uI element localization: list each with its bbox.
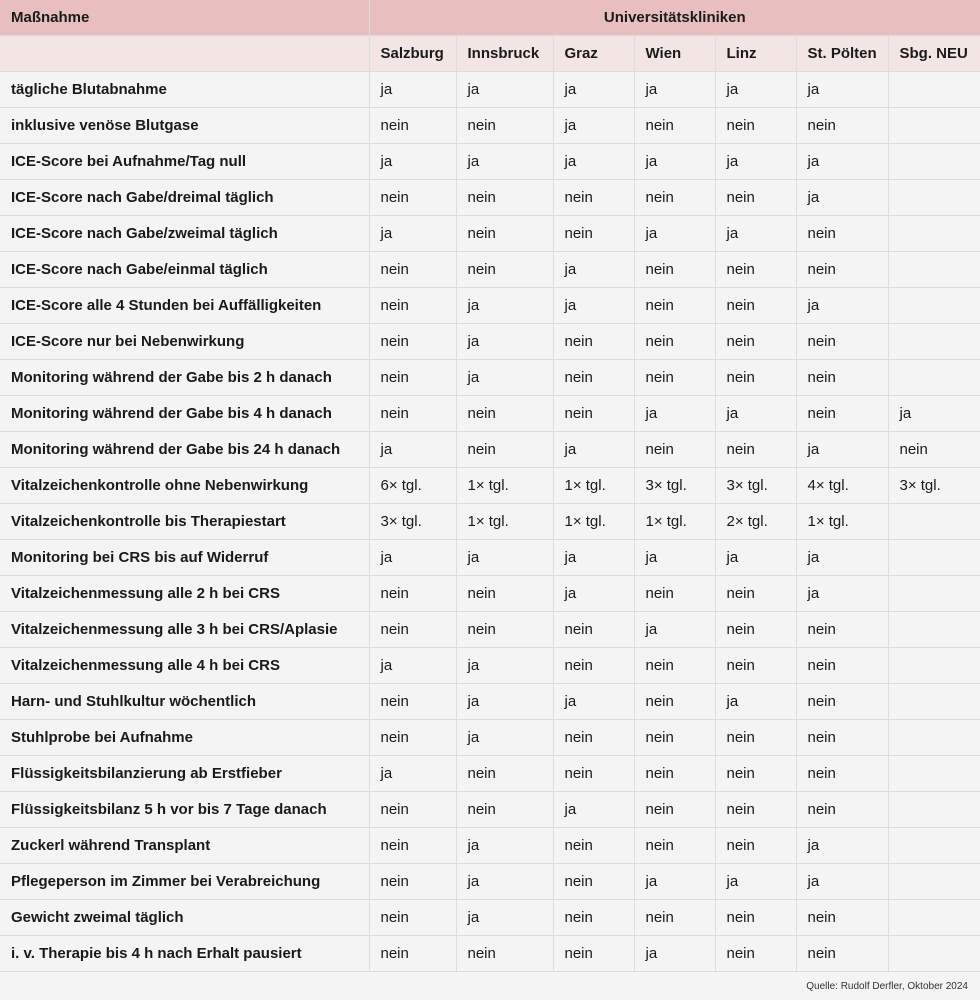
table-cell	[888, 900, 980, 936]
table-cell: ja	[456, 900, 553, 936]
table-cell: nein	[715, 720, 796, 756]
table-row	[0, 756, 980, 792]
table-cell: nein	[369, 900, 456, 936]
table-cell: nein	[796, 216, 888, 252]
table-cell: nein	[715, 360, 796, 396]
table-cell: nein	[796, 756, 888, 792]
column-header-massnahme: Maßnahme	[0, 0, 369, 36]
clinic-header: Graz	[553, 36, 634, 72]
row-label: Vitalzeichenkontrolle ohne Nebenwirkung	[0, 468, 369, 504]
table-cell: ja	[553, 792, 634, 828]
table-cell: ja	[456, 540, 553, 576]
table-row	[0, 864, 980, 900]
table-row	[0, 252, 980, 288]
table-cell: nein	[456, 396, 553, 432]
table-cell: nein	[715, 432, 796, 468]
table-cell: 3× tgl.	[888, 468, 980, 504]
table-cell: nein	[369, 252, 456, 288]
clinic-header: Wien	[634, 36, 715, 72]
table-row	[0, 396, 980, 432]
table-cell: ja	[456, 684, 553, 720]
table-cell: nein	[715, 936, 796, 972]
row-label: Stuhlprobe bei Aufnahme	[0, 720, 369, 756]
clinic-header: Linz	[715, 36, 796, 72]
table-cell: nein	[634, 648, 715, 684]
row-label: tägliche Blutabnahme	[0, 72, 369, 108]
clinic-header: Salzburg	[369, 36, 456, 72]
table-cell: ja	[634, 396, 715, 432]
table-row	[0, 216, 980, 252]
table-cell: nein	[715, 324, 796, 360]
table-cell: ja	[553, 288, 634, 324]
table-row	[0, 432, 980, 468]
table-cell: ja	[888, 396, 980, 432]
table-cell: nein	[553, 396, 634, 432]
table-cell: ja	[715, 144, 796, 180]
table-cell: nein	[456, 756, 553, 792]
table-cell: ja	[369, 144, 456, 180]
table-cell: ja	[796, 540, 888, 576]
table-cell: nein	[369, 180, 456, 216]
table-cell: ja	[715, 216, 796, 252]
table-cell: nein	[715, 900, 796, 936]
table-cell	[888, 936, 980, 972]
table-cell: nein	[369, 684, 456, 720]
table-row	[0, 468, 980, 504]
table-cell: nein	[715, 792, 796, 828]
table-cell: nein	[456, 108, 553, 144]
table-cell: ja	[553, 540, 634, 576]
table-cell: nein	[634, 900, 715, 936]
table-cell: ja	[553, 72, 634, 108]
table-cell: ja	[456, 720, 553, 756]
table-row	[0, 288, 980, 324]
table-cell	[888, 504, 980, 540]
table-cell: nein	[796, 720, 888, 756]
table-cell: nein	[369, 828, 456, 864]
table-cell: nein	[456, 216, 553, 252]
table-cell: nein	[634, 252, 715, 288]
table-cell: nein	[369, 360, 456, 396]
row-label: Vitalzeichenkontrolle bis Therapiestart	[0, 504, 369, 540]
table-cell: nein	[553, 648, 634, 684]
table-cell: nein	[715, 756, 796, 792]
table-cell: ja	[553, 252, 634, 288]
row-label: Monitoring bei CRS bis auf Widerruf	[0, 540, 369, 576]
table-cell	[888, 684, 980, 720]
table-cell: ja	[456, 144, 553, 180]
table-cell: nein	[715, 252, 796, 288]
table-cell: ja	[369, 540, 456, 576]
table-row	[0, 612, 980, 648]
table-cell	[888, 252, 980, 288]
table-body	[0, 72, 980, 972]
table-cell: nein	[553, 756, 634, 792]
row-label: Vitalzeichenmessung alle 3 h bei CRS/Aplasie	[0, 612, 369, 648]
table-cell: nein	[553, 936, 634, 972]
row-label: Pflegeperson im Zimmer bei Verabreichung	[0, 864, 369, 900]
row-label: ICE-Score bei Aufnahme/Tag null	[0, 144, 369, 180]
table-cell: ja	[369, 648, 456, 684]
table-cell: nein	[369, 612, 456, 648]
header-row-group	[0, 0, 980, 36]
table-cell: ja	[553, 576, 634, 612]
table-cell: ja	[369, 216, 456, 252]
header-blank-cell	[0, 36, 369, 72]
table-cell: ja	[369, 72, 456, 108]
table-cell	[888, 144, 980, 180]
table-cell: ja	[715, 540, 796, 576]
table-row	[0, 108, 980, 144]
table-cell: 3× tgl.	[369, 504, 456, 540]
table-cell: nein	[796, 252, 888, 288]
table-cell: nein	[715, 180, 796, 216]
table-cell: ja	[715, 864, 796, 900]
row-label: Monitoring während der Gabe bis 24 h danach	[0, 432, 369, 468]
table-cell: nein	[715, 288, 796, 324]
row-label: ICE-Score nach Gabe/einmal täglich	[0, 252, 369, 288]
table-cell: ja	[369, 432, 456, 468]
table-cell: nein	[369, 108, 456, 144]
source-note: Quelle: Rudolf Derfler, Oktober 2024	[806, 981, 968, 992]
table-cell: nein	[553, 360, 634, 396]
table-cell: nein	[796, 792, 888, 828]
table-cell: ja	[456, 72, 553, 108]
row-label: inklusive venöse Blutgase	[0, 108, 369, 144]
table-cell: nein	[796, 108, 888, 144]
table-cell: nein	[369, 864, 456, 900]
table-cell: nein	[796, 900, 888, 936]
table-cell: ja	[796, 72, 888, 108]
table-row	[0, 576, 980, 612]
table-cell: ja	[456, 648, 553, 684]
table-cell: nein	[888, 432, 980, 468]
table-cell: ja	[553, 144, 634, 180]
table-cell: ja	[634, 540, 715, 576]
table-cell: ja	[634, 612, 715, 648]
table-cell: ja	[553, 684, 634, 720]
table-cell	[888, 864, 980, 900]
table-cell: nein	[634, 432, 715, 468]
table-cell	[888, 576, 980, 612]
table-cell: nein	[634, 828, 715, 864]
table-cell: 3× tgl.	[715, 468, 796, 504]
table-cell	[888, 360, 980, 396]
table-cell: nein	[634, 324, 715, 360]
table-cell: ja	[715, 72, 796, 108]
table-cell: ja	[456, 864, 553, 900]
table-cell: nein	[634, 720, 715, 756]
table-row	[0, 360, 980, 396]
table-cell: ja	[796, 180, 888, 216]
table-cell	[888, 72, 980, 108]
table-cell: ja	[796, 432, 888, 468]
table-cell: nein	[456, 252, 553, 288]
table-cell: nein	[634, 288, 715, 324]
table-cell: 1× tgl.	[456, 504, 553, 540]
table-cell: nein	[369, 720, 456, 756]
table-cell: ja	[634, 936, 715, 972]
table-header	[0, 0, 980, 72]
table-cell: nein	[796, 612, 888, 648]
table-cell: ja	[634, 72, 715, 108]
table-cell: ja	[456, 828, 553, 864]
row-label: Flüssigkeitsbilanzierung ab Erstfieber	[0, 756, 369, 792]
table-cell: nein	[634, 360, 715, 396]
row-label: Vitalzeichenmessung alle 2 h bei CRS	[0, 576, 369, 612]
table-row	[0, 720, 980, 756]
row-label: Flüssigkeitsbilanz 5 h vor bis 7 Tage danach	[0, 792, 369, 828]
table-cell: nein	[634, 756, 715, 792]
table-cell	[888, 828, 980, 864]
table-cell	[888, 108, 980, 144]
header-row-clinics	[0, 36, 980, 72]
table-cell: nein	[369, 936, 456, 972]
table-cell: nein	[369, 324, 456, 360]
table-cell: nein	[634, 108, 715, 144]
table-cell: nein	[553, 720, 634, 756]
table-cell: nein	[553, 828, 634, 864]
table-cell: nein	[369, 576, 456, 612]
table-cell	[888, 216, 980, 252]
table-cell: ja	[796, 576, 888, 612]
table-row	[0, 324, 980, 360]
table-cell	[888, 180, 980, 216]
table-cell: nein	[369, 792, 456, 828]
table-cell: ja	[369, 756, 456, 792]
table-cell: nein	[634, 792, 715, 828]
table-cell: nein	[715, 108, 796, 144]
table-cell: ja	[634, 216, 715, 252]
clinic-header: St. Pölten	[796, 36, 888, 72]
table-row	[0, 144, 980, 180]
table-cell: 4× tgl.	[796, 468, 888, 504]
table-row	[0, 828, 980, 864]
table-cell: 1× tgl.	[553, 468, 634, 504]
table-cell: ja	[796, 144, 888, 180]
table-cell: nein	[796, 360, 888, 396]
table-cell: nein	[634, 576, 715, 612]
table-cell: nein	[369, 288, 456, 324]
table-cell: nein	[553, 864, 634, 900]
table-cell: ja	[456, 360, 553, 396]
row-label: Monitoring während der Gabe bis 2 h danach	[0, 360, 369, 396]
table-row	[0, 180, 980, 216]
table-cell: nein	[553, 180, 634, 216]
table-cell	[888, 324, 980, 360]
table-cell: nein	[796, 396, 888, 432]
table-cell: nein	[796, 936, 888, 972]
row-label: Vitalzeichenmessung alle 4 h bei CRS	[0, 648, 369, 684]
table-cell: 1× tgl.	[796, 504, 888, 540]
table-row	[0, 900, 980, 936]
table-cell: nein	[456, 792, 553, 828]
table-row	[0, 648, 980, 684]
table-cell: ja	[456, 288, 553, 324]
clinic-header: Innsbruck	[456, 36, 553, 72]
table-cell: nein	[715, 612, 796, 648]
table-cell: ja	[634, 144, 715, 180]
table-cell: nein	[796, 648, 888, 684]
table-cell: 3× tgl.	[634, 468, 715, 504]
table-cell: ja	[796, 288, 888, 324]
table-cell: ja	[456, 324, 553, 360]
table-cell: nein	[456, 576, 553, 612]
table-cell: nein	[456, 612, 553, 648]
row-label: ICE-Score nach Gabe/dreimal täglich	[0, 180, 369, 216]
table-cell	[888, 720, 980, 756]
table-cell: 1× tgl.	[553, 504, 634, 540]
table-cell: nein	[553, 612, 634, 648]
column-group-header: Universitätskliniken	[369, 0, 980, 36]
table-cell: nein	[634, 180, 715, 216]
table-cell	[888, 540, 980, 576]
row-label: ICE-Score alle 4 Stunden bei Auffälligkeiten	[0, 288, 369, 324]
row-label: Harn- und Stuhlkultur wöchentlich	[0, 684, 369, 720]
table-row	[0, 504, 980, 540]
table-cell: ja	[634, 864, 715, 900]
table-cell: nein	[634, 684, 715, 720]
table-row	[0, 72, 980, 108]
row-label: ICE-Score nach Gabe/zweimal täglich	[0, 216, 369, 252]
row-label: i. v. Therapie bis 4 h nach Erhalt pausiert	[0, 936, 369, 972]
table-cell: nein	[553, 324, 634, 360]
table-cell	[888, 648, 980, 684]
table-cell: nein	[456, 936, 553, 972]
table-cell: ja	[553, 432, 634, 468]
table-cell: 1× tgl.	[456, 468, 553, 504]
table-cell	[888, 612, 980, 648]
table-cell	[888, 792, 980, 828]
table-cell: nein	[715, 576, 796, 612]
table-cell: nein	[456, 432, 553, 468]
table-cell	[888, 756, 980, 792]
table-cell: nein	[456, 180, 553, 216]
table-cell: nein	[369, 396, 456, 432]
table-cell: ja	[715, 684, 796, 720]
table-cell: nein	[796, 324, 888, 360]
table-cell: ja	[715, 396, 796, 432]
table-cell: ja	[796, 828, 888, 864]
row-label: ICE-Score nur bei Nebenwirkung	[0, 324, 369, 360]
row-label: Monitoring während der Gabe bis 4 h danach	[0, 396, 369, 432]
table-row	[0, 684, 980, 720]
table-row	[0, 936, 980, 972]
table-row	[0, 540, 980, 576]
table-cell: nein	[796, 684, 888, 720]
table-cell: nein	[553, 900, 634, 936]
clinic-header: Sbg. NEU	[888, 36, 980, 72]
table-cell: nein	[715, 828, 796, 864]
table-cell: 6× tgl.	[369, 468, 456, 504]
table-cell: nein	[715, 648, 796, 684]
table-cell: 1× tgl.	[634, 504, 715, 540]
row-label: Zuckerl während Transplant	[0, 828, 369, 864]
table-cell: nein	[553, 216, 634, 252]
table-cell: 2× tgl.	[715, 504, 796, 540]
table-cell	[888, 288, 980, 324]
row-label: Gewicht zweimal täglich	[0, 900, 369, 936]
table-cell: ja	[553, 108, 634, 144]
table-cell: ja	[796, 864, 888, 900]
table-row	[0, 792, 980, 828]
